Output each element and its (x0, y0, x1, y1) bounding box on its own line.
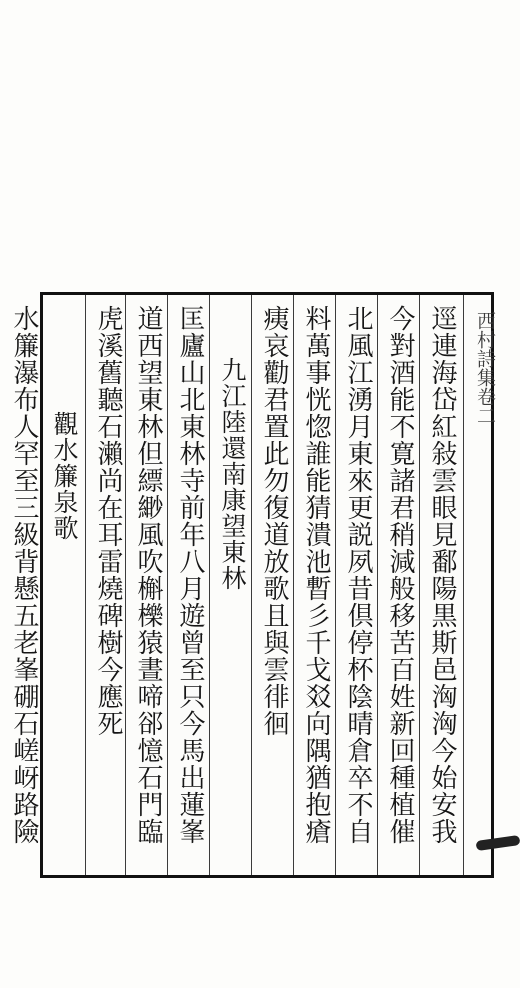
text-column-7: 道西望東林但縹緲風吹槲櫟猿晝啼郤憶石門臨 (133, 305, 163, 845)
poem-title-1: 九江陸還南康望東林 (218, 357, 247, 591)
text-column-5: 痍哀勸君置此勿復道放歌且與雲徘徊 (259, 305, 289, 737)
text-column-3: 北風江湧月東來更説夙昔倶停杯陰晴倉卒不自 (343, 305, 373, 845)
text-column-1: 逕連海岱紅敍雲眼見鄱陽黒斯邑洶洶今始安我 (427, 305, 457, 845)
text-frame (9, 292, 496, 878)
text-column-9: 水簾瀑布人罕至三級背懸五老峯硼石嵯岈路險 (9, 305, 39, 845)
text-column-8: 虎溪舊聽石瀨尚在耳雷燒碑樹今應死 (93, 305, 123, 737)
column-rule (463, 295, 464, 875)
text-column-6: 匡廬山北東林寺前年八月遊曾至只今馬出蓮峯 (175, 305, 205, 845)
margin-label: 西村詩集卷二 (474, 311, 496, 425)
text-column-2: 今對酒能不寛諸君稍減般移苦百姓新回種植催 (385, 305, 415, 845)
poem-title-2: 觀水簾泉歌 (50, 411, 79, 541)
text-column-4: 料萬事恍惚誰能猜潰池暫彡千戈㸚向隅猶抱瘡 (301, 305, 331, 845)
column-rule (85, 295, 86, 875)
